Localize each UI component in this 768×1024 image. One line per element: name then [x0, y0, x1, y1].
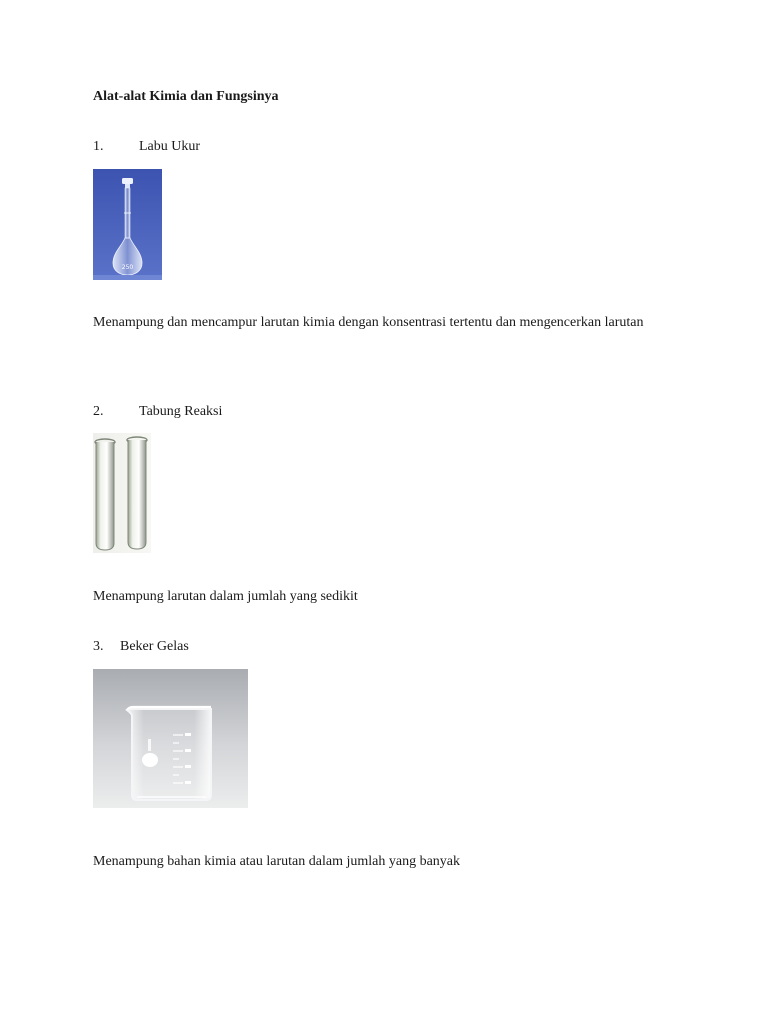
test-tubes-image: [93, 433, 151, 553]
flask-capacity-label: 250: [121, 264, 134, 271]
item-3-name: Beker Gelas: [120, 639, 189, 654]
item-2-number: 2.: [93, 404, 104, 419]
document-title: Alat-alat Kimia dan Fungsinya: [93, 89, 279, 104]
item-2-description: Menampung larutan dalam jumlah yang sedikit: [93, 589, 358, 604]
item-1-name: Labu Ukur: [139, 139, 201, 154]
volumetric-flask-image: [93, 169, 162, 280]
item-3-number: 3.: [93, 639, 104, 654]
item-1-number: 1.: [93, 139, 104, 154]
beaker-image: [93, 669, 248, 808]
item-2-name: Tabung Reaksi: [139, 404, 223, 419]
item-3-description: Menampung bahan kimia atau larutan dalam jumlah yang banyak: [93, 854, 460, 869]
item-1-description: Menampung dan mencampur larutan kimia dengan konsentrasi tertentu dan mengencerkan larutan: [93, 315, 644, 330]
